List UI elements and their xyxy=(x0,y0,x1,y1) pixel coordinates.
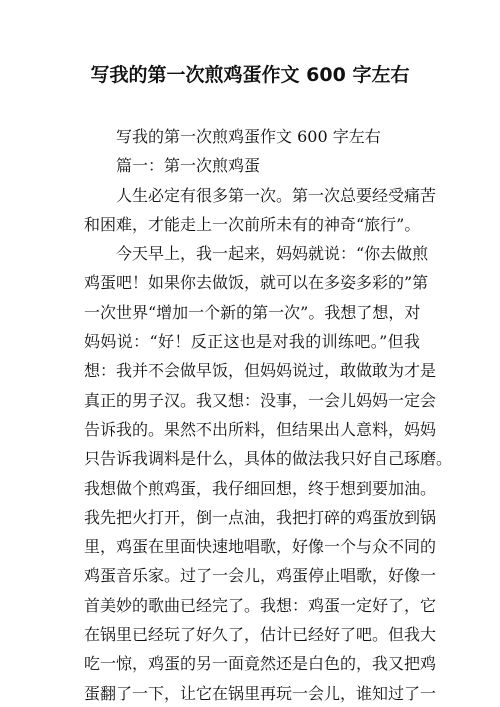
text-line: 告诉我的。果然不出所料，但结果出人意料，妈妈 xyxy=(84,419,437,439)
text-line: 我先把火打开，倒一点油，我把打碎的鸡蛋放到锅 xyxy=(84,507,437,527)
text-line: 里，鸡蛋在里面快速地唱歌，好像一个与众不同的 xyxy=(84,537,437,557)
text-line: 吃一惊，鸡蛋的另一面竟然还是白色的，我又把鸡 xyxy=(84,654,437,674)
text-line: 蛋翻了一下，让它在锅里再玩一会儿，谁知过了一 xyxy=(84,683,437,703)
text-line: 鸡蛋吧！如果你去做饭，就可以在多姿多彩的”第 xyxy=(84,273,429,293)
text-line: 和困难，才能走上一次前所未有的神奇“旅行”。 xyxy=(84,214,421,234)
text-line: 人生必定有很多第一次。第一次总要经受痛苦 xyxy=(116,185,437,205)
text-line: 篇一：第一次煎鸡蛋 xyxy=(116,156,261,176)
text-line: 我想做个煎鸡蛋，我仔细回想，终于想到要加油。 xyxy=(84,478,437,498)
text-line: 今天早上，我一起来，妈妈就说：“你去做煎 xyxy=(116,244,429,264)
text-line: 写我的第一次煎鸡蛋作文 600 字左右 xyxy=(116,127,381,146)
text-line: 鸡蛋音乐家。过了一会儿，鸡蛋停止唱歌，好像一 xyxy=(84,566,437,586)
text-line: 在锅里已经玩了好久了，估计已经好了吧。但我大 xyxy=(84,625,437,645)
text-line: 首美妙的歌曲已经完了。我想：鸡蛋一定好了，它 xyxy=(84,595,437,615)
document-title: 写我的第一次煎鸡蛋作文 600 字左右 xyxy=(90,64,410,86)
text-line: 只告诉我调料是什么，具体的做法我只好自己琢磨。 xyxy=(84,449,453,469)
text-line: 一次世界“增加一个新的第一次”。我想了想，对 xyxy=(84,302,421,322)
text-line: 妈妈说：“好！反正这也是对我的训练吧。”但我 xyxy=(84,332,420,352)
text-line: 想：我并不会做早饭，但妈妈说过，敢做敢为才是 xyxy=(84,361,437,381)
text-line: 真正的男子汉。我又想：没事，一会儿妈妈一定会 xyxy=(84,390,437,410)
document-body xyxy=(84,122,453,707)
